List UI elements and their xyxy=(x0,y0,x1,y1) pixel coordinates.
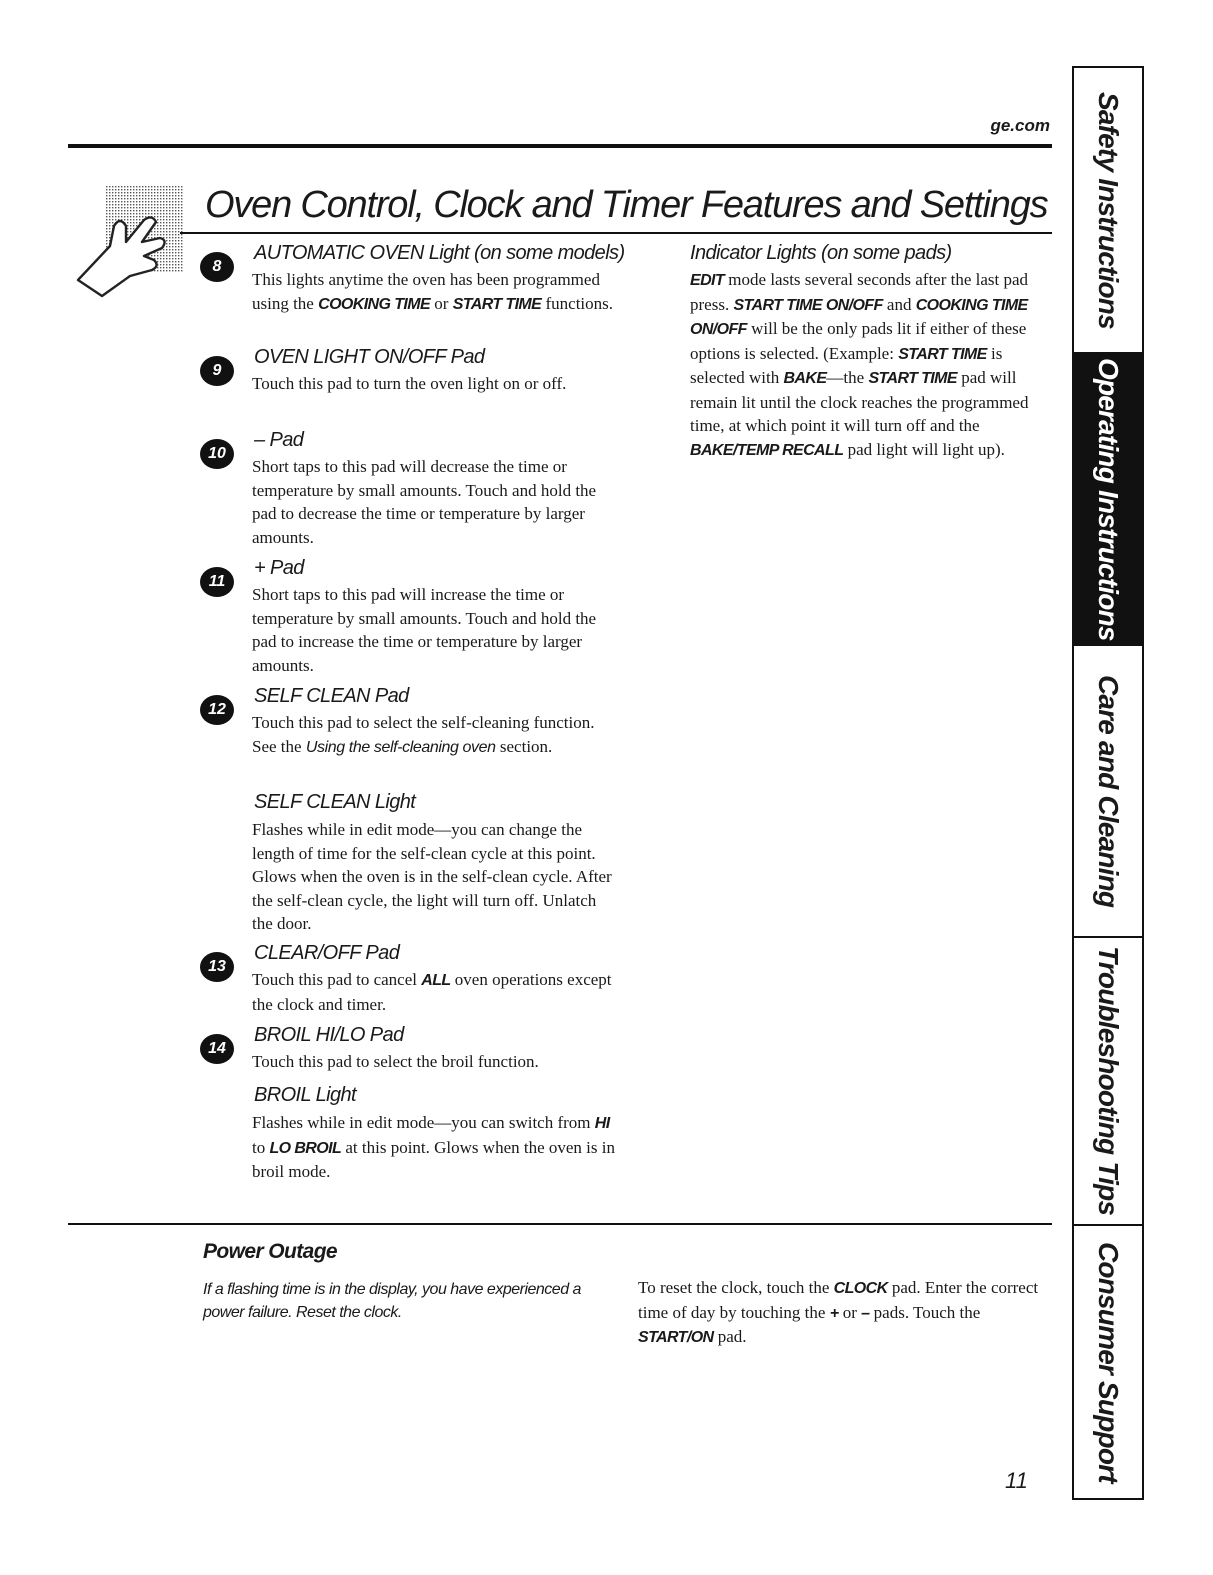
item-subtitle: SELF CLEAN Light xyxy=(254,791,416,813)
tab-safety-instructions[interactable] xyxy=(1074,68,1142,354)
power-outage-title: Power Outage xyxy=(203,1240,337,1263)
tab-label: Troubleshooting Tips xyxy=(1093,946,1124,1216)
item-body: Touch this pad to select the self-cleaning function. See the Using the self-cleaning oven section. xyxy=(252,713,595,756)
keyword: COOKING TIME xyxy=(318,295,431,313)
keyword: COOKING TIME ON/OFF xyxy=(690,296,1028,338)
item-subtitle: BROIL Light xyxy=(254,1084,356,1106)
item-subbody: Flashes while in edit mode—you can switch from HI to LO BROIL at this point. Glows when the oven is in broil mode. xyxy=(252,1113,615,1181)
item-body: Touch this pad to cancel ALL oven operations except the clock and timer. xyxy=(252,970,612,1014)
keyword: CLOCK xyxy=(833,1280,888,1297)
item-body: Short taps to this pad will increase the time or temperature by small amounts. Touch and hold the pad to increase the time or temperature by larger amounts. xyxy=(252,585,597,675)
keyword: START TIME xyxy=(452,295,542,313)
indicator-lights-body: EDIT mode lasts several seconds after the last pad press. START TIME ON/OFF and COOKING TIME ON/OFF will be the only pads lit if either of these options is selected. (Example: START TIME is selected with BAKE—the START TIME pad will remain lit until the clock reaches the programmed time, at which point it will turn off and the BAKE/TEMP RECALL pad light will light up). xyxy=(690,270,1029,459)
site-url: ge.com xyxy=(990,116,1050,135)
callout-badge: 12 xyxy=(200,695,234,725)
title-rule xyxy=(180,232,1052,234)
item-title: AUTOMATIC OVEN Light (on some models) xyxy=(254,242,625,264)
keyword: ALL xyxy=(421,972,451,989)
keyword: BAKE/TEMP RECALL xyxy=(690,441,844,459)
pointing-hand-icon xyxy=(70,180,190,300)
item-title: – Pad xyxy=(254,429,304,451)
section-rule xyxy=(68,1223,1052,1225)
header-rule xyxy=(68,144,1052,148)
keyword: START TIME ON/OFF xyxy=(733,296,883,314)
tab-care-and-cleaning[interactable] xyxy=(1074,646,1142,938)
page-number: 11 xyxy=(1005,1468,1028,1493)
keyword: – xyxy=(861,1304,870,1322)
item-title: + Pad xyxy=(254,557,304,579)
tab-label: Care and Cleaning xyxy=(1093,674,1124,908)
reference: Using the self-cleaning oven xyxy=(305,738,496,756)
keyword: LO BROIL xyxy=(269,1139,342,1157)
power-outage-note: If a flashing time is in the display, you have experienced a power failure. Reset the clock. xyxy=(203,1281,581,1321)
item-title: OVEN LIGHT ON/OFF Pad xyxy=(254,346,485,368)
section-tabs xyxy=(1072,66,1144,1500)
page-title: Oven Control, Clock and Timer Features and Settings xyxy=(205,184,1048,226)
keyword: BAKE xyxy=(783,370,827,387)
callout-badge: 14 xyxy=(200,1034,234,1064)
keyword: + xyxy=(829,1304,839,1322)
keyword: START TIME xyxy=(898,345,987,363)
keyword: START/ON xyxy=(638,1329,714,1346)
item-subbody: Flashes while in edit mode—you can change the length of time for the self-clean cycle at this point. Glows when the oven is in the self-clean cycle. After the self-clean cycle, the light will turn off. Unlatch the door. xyxy=(252,820,612,933)
keyword: EDIT xyxy=(690,272,725,289)
item-body: Touch this pad to turn the oven light on or off. xyxy=(252,374,567,393)
callout-badge: 10 xyxy=(200,439,234,469)
callout-badge: 9 xyxy=(200,356,234,386)
keyword: START TIME xyxy=(868,370,957,387)
keyword: HI xyxy=(594,1115,610,1132)
callout-badge: 13 xyxy=(200,952,234,982)
item-title: SELF CLEAN Pad xyxy=(254,685,409,707)
tab-consumer-support[interactable] xyxy=(1074,1226,1142,1498)
indicator-lights-title: Indicator Lights (on some pads) xyxy=(690,242,952,264)
tab-label: Operating Instructions xyxy=(1093,357,1124,641)
tab-operating-instructions[interactable] xyxy=(1074,354,1142,646)
callout-badge: 8 xyxy=(200,252,234,282)
tab-label: Consumer Support xyxy=(1093,1241,1124,1483)
item-body: This lights anytime the oven has been programmed using the COOKING TIME or START TIME functions. xyxy=(252,270,614,313)
power-outage-body: To reset the clock, touch the CLOCK pad. Enter the correct time of day by touching the + or – pads. Touch the START/ON pad. xyxy=(638,1278,1039,1346)
item-title: BROIL HI/LO Pad xyxy=(254,1024,404,1046)
item-body: Short taps to this pad will decrease the time or temperature by small amounts. Touch and hold the pad to decrease the time or temperature by larger amounts. xyxy=(252,457,597,547)
tab-label: Safety Instructions xyxy=(1093,91,1124,329)
item-body: Touch this pad to select the broil function. xyxy=(252,1052,539,1071)
item-title: CLEAR/OFF Pad xyxy=(254,942,400,964)
tab-troubleshooting-tips[interactable] xyxy=(1074,938,1142,1226)
callout-badge: 11 xyxy=(200,567,234,597)
